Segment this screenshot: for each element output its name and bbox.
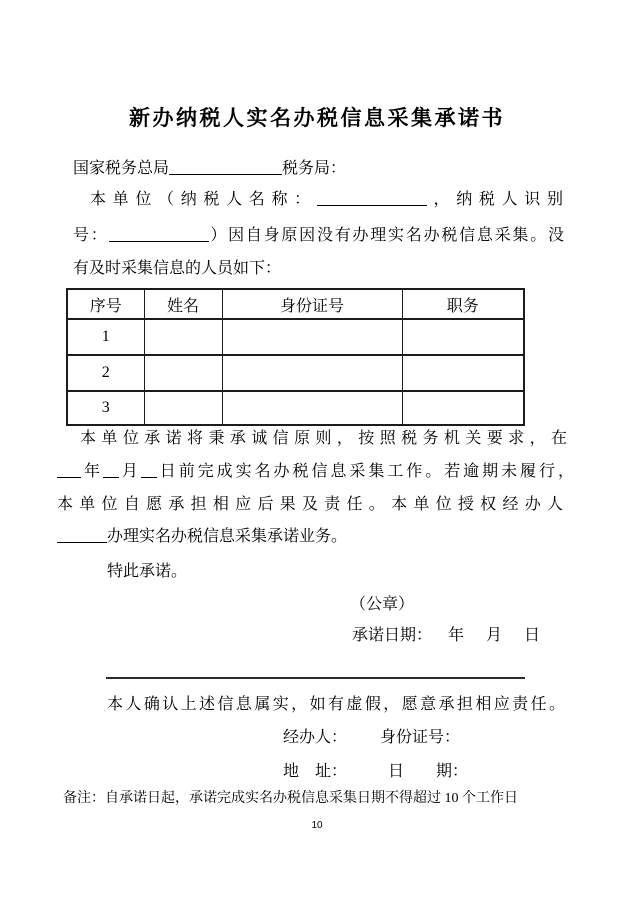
cell-position bbox=[402, 355, 524, 391]
intro-line-1 bbox=[73, 190, 563, 210]
remark-note: 备注：自承诺日起，承诺完成实名办税信息采集日期不得超过 10 个工作日 bbox=[63, 791, 518, 806]
section-divider-line bbox=[106, 677, 525, 679]
cell-serial: 1 bbox=[67, 319, 144, 355]
official-seal-placeholder: （公章） bbox=[350, 596, 415, 613]
page-number: 10 bbox=[311, 820, 323, 831]
addressee-bureau: 国家税务总局 bbox=[73, 160, 170, 177]
date-day-label: 日 bbox=[524, 627, 541, 644]
address-label: 地 址： bbox=[283, 763, 348, 780]
cell-serial: 3 bbox=[67, 391, 144, 425]
header-name: 姓名 bbox=[144, 289, 222, 319]
header-serial: 序号 bbox=[67, 289, 144, 319]
cell-id-number bbox=[222, 391, 402, 425]
header-position: 职务 bbox=[402, 289, 524, 319]
cell-id-number bbox=[222, 319, 402, 355]
cell-serial: 2 bbox=[67, 355, 144, 391]
intro-line2-post: ）因自身原因没有办理实名办税信息采集。没 bbox=[208, 227, 564, 244]
date-year-label: 年 bbox=[448, 627, 465, 644]
month-label: 月 bbox=[118, 463, 141, 480]
commitment-line-1: 本单位承诺将秉承诚信原则，按照税务机关要求，在 bbox=[80, 430, 567, 447]
intro-line-2 bbox=[73, 226, 564, 246]
commitment-line-4 bbox=[57, 527, 347, 547]
addressee-line bbox=[73, 159, 346, 179]
intro-line1-post: ，纳税人识别 bbox=[426, 191, 563, 208]
closing-statement: 特此承诺。 bbox=[107, 563, 188, 580]
cell-name bbox=[144, 355, 222, 391]
taxpayer-name-blank bbox=[317, 190, 427, 206]
date-month-label: 月 bbox=[486, 627, 503, 644]
day-blank bbox=[141, 462, 157, 478]
cell-position bbox=[402, 319, 524, 355]
commitment-date-line bbox=[352, 626, 540, 646]
commitment-date-label: 承诺日期： bbox=[352, 627, 433, 644]
commitment-line4-text: 办理实名办税信息采集承诺业务。 bbox=[107, 528, 348, 545]
year-label: 年 bbox=[81, 463, 103, 480]
personnel-table bbox=[66, 288, 525, 426]
agent-name-blank bbox=[57, 527, 107, 543]
commitment-line2-rest: 日前完成实名办税信息采集工作。若逾期未履行， bbox=[156, 463, 574, 480]
commitment-line-2 bbox=[57, 462, 574, 482]
cell-name bbox=[144, 319, 222, 355]
agent-label: 经办人： bbox=[283, 729, 348, 746]
sign-date-label: 日 期： bbox=[388, 763, 469, 780]
confirmation-statement: 本人确认上述信息属实，如有虚假，愿意承担相应责任。 bbox=[107, 696, 565, 713]
commitment-line-3: 本单位自愿承担相应后果及责任。本单位授权经办人 bbox=[57, 496, 563, 513]
cell-id-number bbox=[222, 355, 402, 391]
agent-id-label: 身份证号： bbox=[380, 729, 461, 746]
cell-position bbox=[402, 391, 524, 425]
intro-line2-pre: 号： bbox=[73, 227, 109, 244]
table-row bbox=[67, 319, 524, 355]
month-blank bbox=[103, 462, 119, 478]
table-header-row bbox=[67, 289, 524, 319]
bureau-name-blank bbox=[169, 159, 282, 175]
cell-name bbox=[144, 391, 222, 425]
year-blank bbox=[57, 462, 81, 478]
taxpayer-id-blank bbox=[109, 226, 209, 242]
page-title: 新办纳税人实名办税信息采集承诺书 bbox=[129, 107, 505, 130]
header-id-number: 身份证号 bbox=[222, 289, 402, 319]
intro-line1-pre: 本单位（纳税人名称： bbox=[90, 191, 317, 208]
intro-line-3: 有及时采集信息的人员如下： bbox=[73, 260, 282, 277]
addressee-suffix: 税务局： bbox=[282, 160, 347, 177]
table-row bbox=[67, 391, 524, 425]
table-row bbox=[67, 355, 524, 391]
